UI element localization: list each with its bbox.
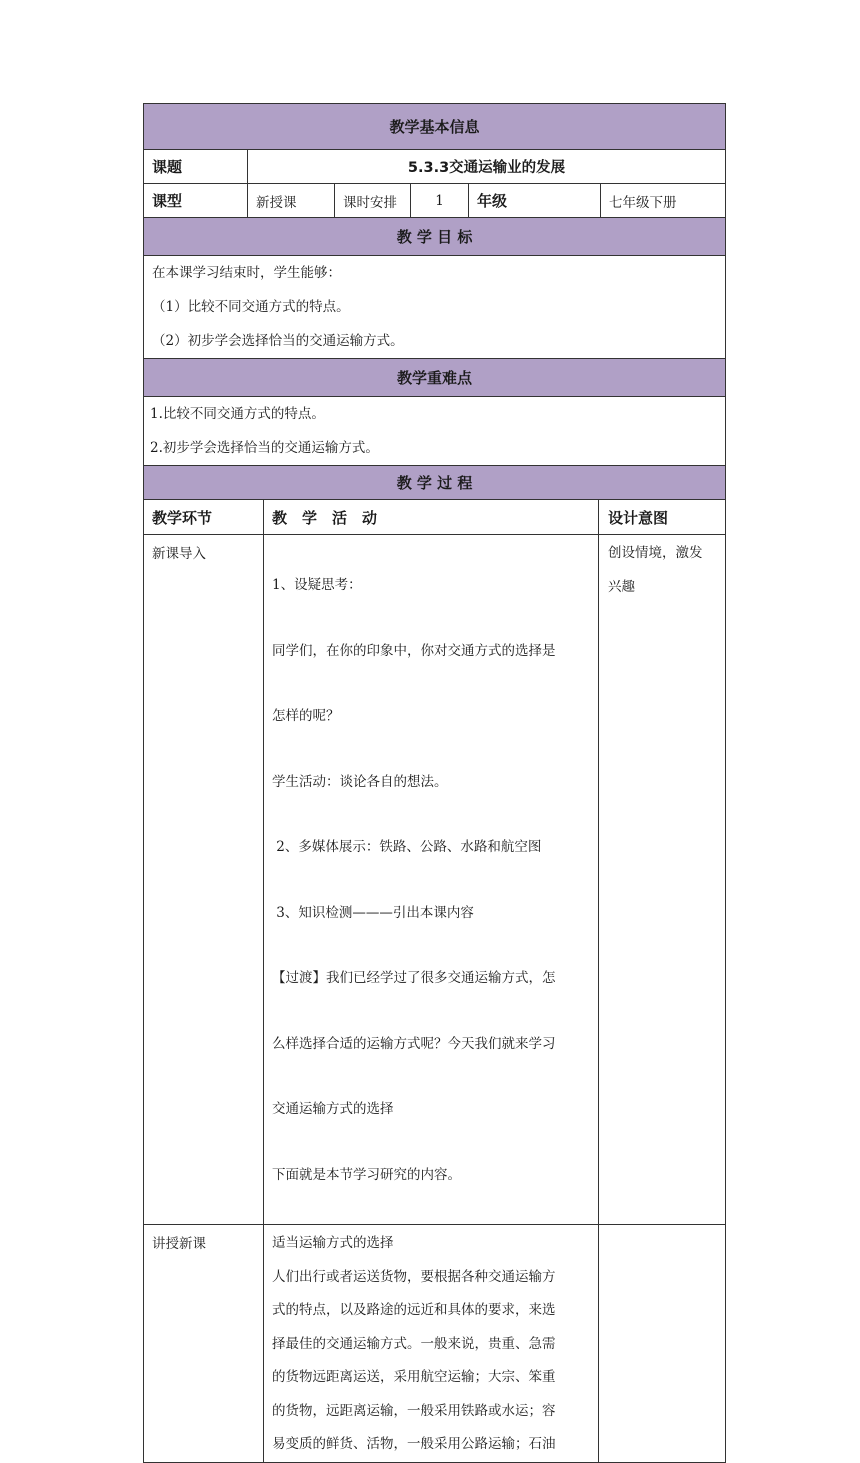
hours-value: 1: [411, 184, 469, 218]
key-point-line: 1.比较不同交通方式的特点。: [150, 406, 325, 422]
activity-line: 学生活动：谈论各自的想法。: [272, 773, 448, 790]
activity-line: 的货物，远距离运输，一般采用铁路或水运；容: [272, 1402, 556, 1419]
intent-cell: [599, 535, 726, 1225]
intent-line: 兴趣: [608, 578, 635, 595]
activity-line: 3、知识检测———引出本课内容: [272, 904, 474, 921]
activity-line: 式的特点，以及路途的远近和具体的要求，来选: [272, 1302, 556, 1318]
key-points-header: 教学重难点: [144, 359, 726, 397]
activity-line: 同学们，在你的印象中，你对交通方式的选择是: [272, 642, 556, 659]
activity-line: 适当运输方式的选择: [272, 1235, 394, 1251]
activity-line: 么样选择合适的运输方式呢？今天我们就来学习: [272, 1035, 556, 1052]
stage-cell: [144, 1225, 264, 1463]
activity-line: 择最佳的交通运输方式。一般来说，贵重、急需: [272, 1335, 556, 1352]
grade-label: 年级: [469, 184, 601, 218]
activity-line: 1、设疑思考：: [272, 577, 362, 593]
key-point-line: 2.初步学会选择恰当的交通运输方式。: [150, 440, 379, 456]
lesson-plan-document: [143, 103, 725, 1463]
topic-label: 课题: [144, 150, 248, 184]
activity-line: 【过渡】我们已经学过了很多交通运输方式，怎: [272, 970, 556, 986]
activity-line: 2、多媒体展示：铁路、公路、水路和航空图: [272, 839, 542, 855]
activity-line: 怎样的呢？: [272, 708, 340, 724]
activity-line: 的货物远距离运送，采用航空运输；大宗、笨重: [272, 1369, 556, 1385]
stage-cell: [144, 535, 264, 1225]
hours-label: 课时安排: [335, 184, 411, 218]
activity-line: 交通运输方式的选择: [272, 1101, 394, 1117]
key-points-body: [144, 397, 726, 466]
process-header: 教 学 过 程: [144, 466, 726, 500]
objective-line: （1）比较不同交通方式的特点。: [152, 299, 350, 315]
intent-cell: [599, 1225, 726, 1463]
objective-line: 在本课学习结束时，学生能够：: [152, 265, 341, 281]
objectives-header: 教 学 目 标: [144, 218, 726, 256]
topic-value: 5.3.3交通运输业的发展: [248, 150, 726, 184]
basic-info-header: 教学基本信息: [144, 104, 726, 150]
stage-label: 讲授新课: [152, 1236, 206, 1252]
activity-cell: [264, 1225, 599, 1463]
process-table: [143, 499, 726, 1463]
intent-line: 创设情境，激发: [608, 545, 703, 561]
activity-cell: [264, 535, 599, 1225]
type-label: 课型: [144, 184, 248, 218]
activity-line: 下面就是本节学习研究的内容。: [272, 1166, 461, 1183]
stage-label: 新课导入: [152, 546, 206, 562]
basic-info-table: [143, 103, 726, 500]
col-intent-header: 设计意图: [599, 500, 726, 535]
objectives-body: [144, 256, 726, 359]
activity-line: 易变质的鲜货、活物，一般采用公路运输；石油: [272, 1436, 556, 1452]
col-stage-header: 教学环节: [144, 500, 264, 535]
grade-value: 七年级下册: [601, 184, 726, 218]
activity-line: 人们出行或者运送货物，要根据各种交通运输方: [272, 1268, 556, 1285]
objective-line: （2）初步学会选择恰当的交通运输方式。: [152, 333, 404, 349]
type-value: 新授课: [248, 184, 335, 218]
col-activity-header: 教 学 活 动: [264, 500, 599, 535]
